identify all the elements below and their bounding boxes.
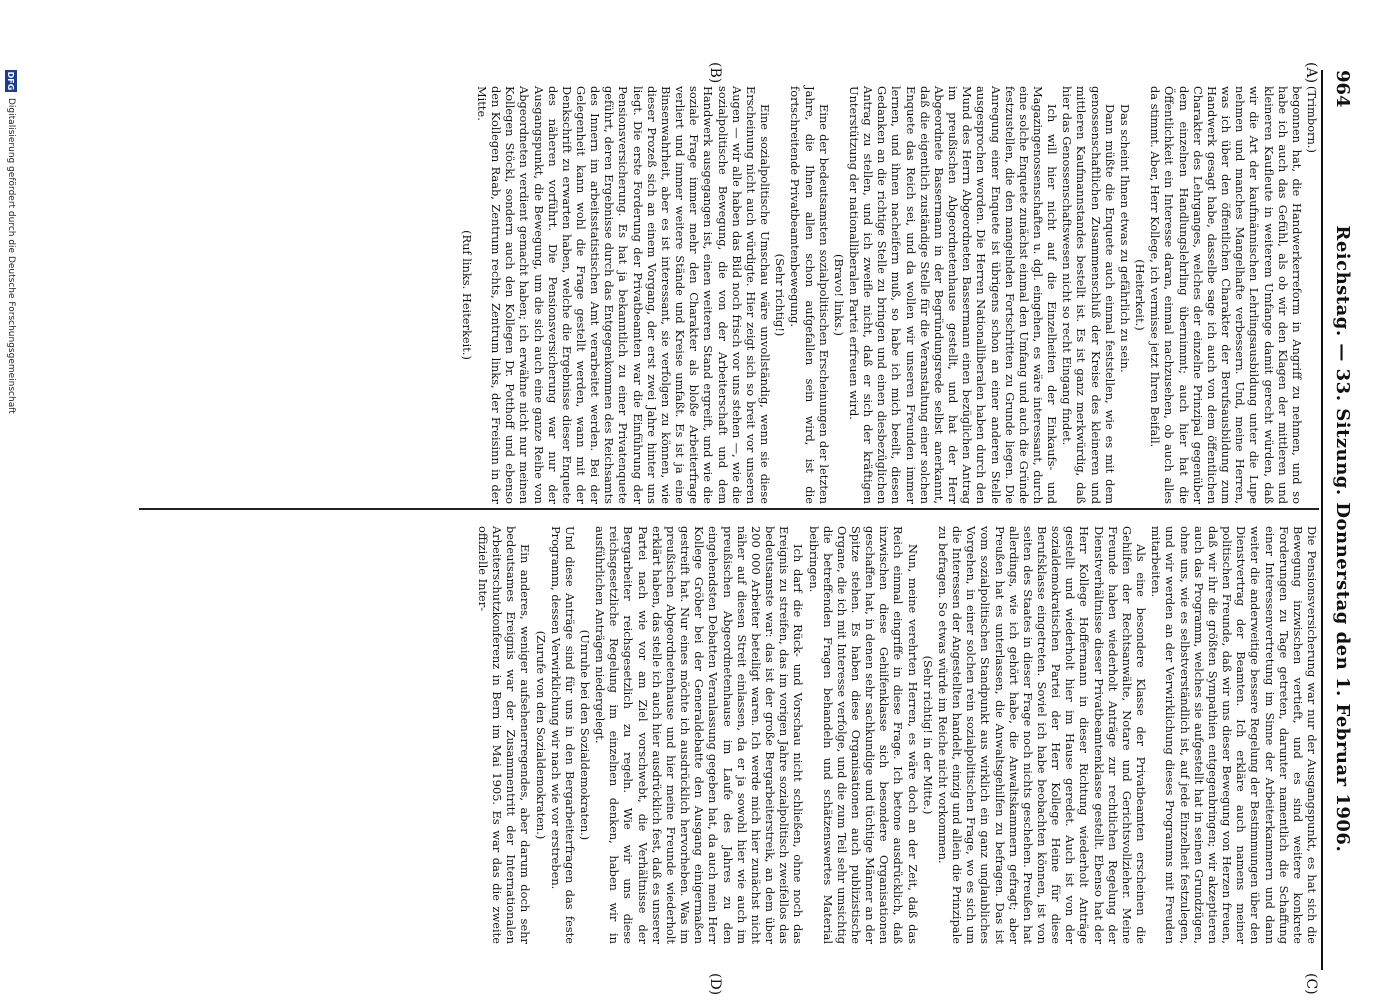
paragraph: Ein anderes, weniger aufsehenerregendes, aber darum doch sehr bedeutsames Ereignis war der Zusammentritt der Internationalen Arbeiterschutzkonferenz in Bern im Mai 1905. Es war das die zweite offizielle Inter- — [475, 526, 533, 944]
digitization-credit — [4, 70, 18, 970]
header-rule — [1321, 70, 1323, 970]
paragraph: Und diese Anträge sind für uns in den Bergarbeiterfragen das feste Programm, dessen Verwirklichung wir nach wie vor erstreben. — [548, 526, 577, 944]
interjection: (Zurufe von den Sozialdemokraten.) — [533, 630, 548, 840]
paragraph: (Trimborn.) — [1305, 86, 1319, 153]
running-head: Reichstag. — 33. Sitzung. Donnerstag den 1. Februar 1906. — [1332, 225, 1353, 853]
paragraph: begonnen hat, die Handwerkerreform in Angriff zu nehmen, und so habe ich auch das Gefühl, als ob wir den Klagen der mittleren und kleineren Kaufleute in weiterem Umfange damit gerecht würden, daß wir die Art der kaufmännischen Lehrlingsausbildung unter die Lupe nehmen und manches Mangelhafte verbessern. Und, meine Herren, was ich über den öffentlichen Charakter der Berufsausbildung zum Handwerk gesagt habe, dasselbe sage ich auch von dem öffentlichen Charakter des Lehrganges, welches der einzelne Prinzipal gegenüber dem einzelnen Handlungslehrling übernimmt; auch hier hat die Öffentlichkeit ein Interesse daran, einmal nachzusehen, ob auch alles da stimmt. Aber, Herr Kollege, ich vermisse jetzt Ihren Beifall. — [1148, 86, 1304, 504]
interjection: (Sehr richtig! in der Mitte.) — [920, 655, 935, 815]
column-divider — [139, 508, 1319, 510]
paragraph: Eine sozialpolitische Umschau wäre unvollständig, wenn sie diese Erscheinung nicht auch würdigte. Hier zeigt sich so breit vor unseren Augen — wir alle haben das Bild noch frisch vor uns stehen —, wie die sozialpolitische Bewegung, die von der Arbeiterschaft und dem Handwerk ausgegangen ist, einen weiteren Stand ergreift, und wie die soziale Frage immer mehr den Charakter als bloße Arbeiterfrage verliert und immer weitere Stände und Kreise umfaßt. Es ist ja eine Binsenwahrheit, aber es ist interessant, sie verfolgen zu können, wie dieser Prozeß sich an einem Vorgang, der erst zwei Jahre hinter uns liegt. Die erste Forderung der Privatbeamten war die Einführung der Pensionsversicherung. Es hat ja bekanntlich zu einer Privatenquete geführt, deren Ergebnisse durch das Entgegenkommen des Reichsamts des Innern im arbeitsstatistischen Amt verarbeitet werden. Bei der Gelegenheit kann wohl die Frage gestellt werden, wann mit der Denkschrift zu erwarten haben, welche die Ergebnisse dieser Enquete des näheren vorführt. Die Pensionsversicherung war nur der Ausgangspunkt, die Bewegung, um die sich auch eine ganze Reihe von Abgeordneten verdient gemacht haben; ich erwähne nicht nur meinen Kollegen Stöckl, sondern auch den Kollegen Dr. Potthoff und ebenso den Kollegen Raab, Zentrum rechts, Zentrum links, der Freisinn in der Mitte. — [474, 86, 773, 504]
paragraph: Dann müßte die Enquete auch einmal feststellen, wie es mit dem genossenschaftlichen Zusammenschluß der Kreise des kleineren und mittleren Kaufmannstandes bestellt ist. Es ist ganz merkwürdig, daß hier das Genossenschaftswesen nicht so recht Eingang findet. — [1060, 86, 1117, 504]
interjection: (Ruf links. Heiterkeit.) — [459, 230, 474, 360]
paragraph: Das scheint Ihnen etwas zu gefährlich zu sein. — [1117, 104, 1132, 373]
left-column — [459, 86, 1319, 504]
interjection: (Bravo! links.) — [831, 254, 846, 336]
interjection: (Heiterkeit.) — [1133, 259, 1148, 331]
right-column — [475, 526, 1319, 944]
paragraph: Eine der bedeutsamsten sozialpolitischen Erscheinungen der letzten Jahre, die Ihnen allen schon aufgefallen sein wird, ist die fortschreitende Privatbeamtenbewegung. — [788, 86, 831, 504]
paragraph: Ich darf die Rück- und Vorschau nicht schließen, ohne noch das Ereignis zu streifen, das im vorigen Jahre sozialpolitisch zweifellos das bedeutsamste war: das ist der große Bergarbeiterstreik, an dem über 200 000 Arbeiter beteiligt waren. Ich werde mich hier zunächst nicht näher auf diesen Streit einlassen, da er ja sowohl hier wie auch im preußischen Abgeordnetenhause im Laufe des Jahres zu den eingehendsten Debatten Veranlassung gegeben hat, da auch mein Herr Kollege Gröber bei der Generaldebatte den Ausgang einigermaßen gestreift hat. Nur eines möchte ich ausdrücklich hervorheben. Was im preußischen Abgeordnetenhause und hier meine Freunde wiederholt erklärt haben, das stelle ich auch hier ausdrücklich fest, daß es unserer Partei nach wie vor am Ziel vorschwebt, die Verhältnisse der Bergarbeiter reichsgesetzlich zu regeln. Wie wir uns diese reichsgesetzliche Regelung im einzelnen denken, haben wir in ausführlichen Anträgen niedergelegt. — [593, 526, 806, 944]
margin-mark-a: (A) — [1303, 62, 1319, 84]
dfg-logo: DFG — [6, 71, 16, 91]
digitization-text: Digitalisierung gefördert durch die Deutsche Forschungsgemeinschaft — [6, 98, 16, 414]
paragraph: Die Pensionsversicherung war nur der Ausgangspunkt, es hat sich die Bewegung inzwischen vertieft, und es sind weitere konkrete Forderungen zu Tage getreten, darunter namentlich die Schaffung einer Interessenvertretung im Sinne der Arbeiterkammern und dann weiter die anderweitige bessere Regelung der Bestimmungen über den Dienstvertrag der Beamten. Ich erkläre auch namens meiner politischen Freunde, daß wir uns dieser Bewegung von Herzen freuen, daß wir ihr die größten Sympathien entgegenbringen; wir akzeptieren auch das Programm, welches sie aufgestellt hat in seinen Grundzügen, ohne uns, wie es selbstverständlich ist, auf jede Einzelheit festzulegen, und wir werden an der Verwirklichung dieses Programms mit Freuden mitarbeiten. — [1149, 526, 1319, 944]
margin-mark-c: (C) — [1303, 973, 1319, 995]
margin-mark-b: (B) — [707, 62, 723, 84]
interjection: (Sehr richtig!) — [773, 253, 788, 337]
paragraph: Nun, meine verehrten Herren, es wäre doch an der Zeit, daß das Reich einmal eingriffe in diese Frage. Ich betone ausdrücklich, daß inzwischen diese Gehilfenklasse sich besondere Organisationen geschaffen hat, in denen sehr sachkundige und tüchtige Männer an der Spitze stehen. Es haben diese Organisationen auch publizistische Organe, die ich mit Interesse verfolge, und die zum Teil sehr umsichtig die betreffenden Fragen behandeln und schätzenswertes Material beibringen. — [806, 526, 920, 944]
interjection: (Unruhe bei den Sozialdemokraten.) — [578, 629, 593, 841]
paragraph: Ich will hier nicht auf die Einzelheiten der Einkaufs- und Magazingenossenschaften u. dgl. eingehen, es wäre interessant, durch eine solche Enquete zunächst einmal den Umfang und auch die Gründe festzustellen, die den mangelnden Fortschritten zu Grunde liegen. Die Anregung einer Enquete ist übrigens schon an einer anderen Stelle ausgesprochen worden. Die Herren Nationalliberalen haben durch den Mund des Herrn Abgeordneten Bassermann einen bezüglichen Antrag im preußischen Abgeordnetenhause gestellt, und hat der Herr Abgeordnete Bassermann in der Begründungsrede selbst anerkannt, daß die eigentlich zuständige Stelle für die Veranstaltung einer solchen Enquete das Reich sei, und da wollen wir unseren Freunden immer lernen, und ihnen nacheifern muß, so habe ich mich beeilt, diesen Gedanken an die richtige Stelle zu bringen und einen diesbezüglichen Antrag zu stellen, und ich zweifle nicht, daß er sich der kräftigen Unterstützung der nationalliberalen Partei erfreuen wird. — [847, 86, 1060, 504]
paragraph: Als eine besondere Klasse der Privatbeamten erscheinen die Gehilfen der Rechtsanwälte, Notare und Gerichtsvollzieher. Meine Freunde haben wiederholt Anträge zur rechtlichen Regelung der Dienstverhältnisse dieser Privatbeamtenklasse gestellt. Ebenso hat der Herr Kollege Hoffermann in dieser Richtung wiederholt Anträge gestellt und wiederholt hier im Hause geredet. Auch ist von der sozialdemokratischen Partei der Herr Kollege Heine für diese Berufsklasse eingetreten. Soviel ich habe beobachten können, ist von seiten des Staates in dieser Frage noch nichts geschehen. Preußen hat allerdings, wie ich gehört habe, die Anwaltskammern gefragt; aber Preußen hat es unterlassen, die Anwaltsgehilfen zu befragen. Das ist vom sozialpolitischen Standpunkt aus wirklich ein ganz unglaubliches Vorgehen, in einer solchen rein sozialpolitischen Frage, wo es sich um die Interessen der Angestellten handelt, einzig und allein die Prinzipale zu befragen. So etwas würde im Reiche nicht vorkommen. — [935, 526, 1149, 944]
page-number: 964 — [1332, 70, 1353, 108]
margin-mark-d: (D) — [707, 973, 723, 996]
page-header — [1327, 70, 1353, 970]
